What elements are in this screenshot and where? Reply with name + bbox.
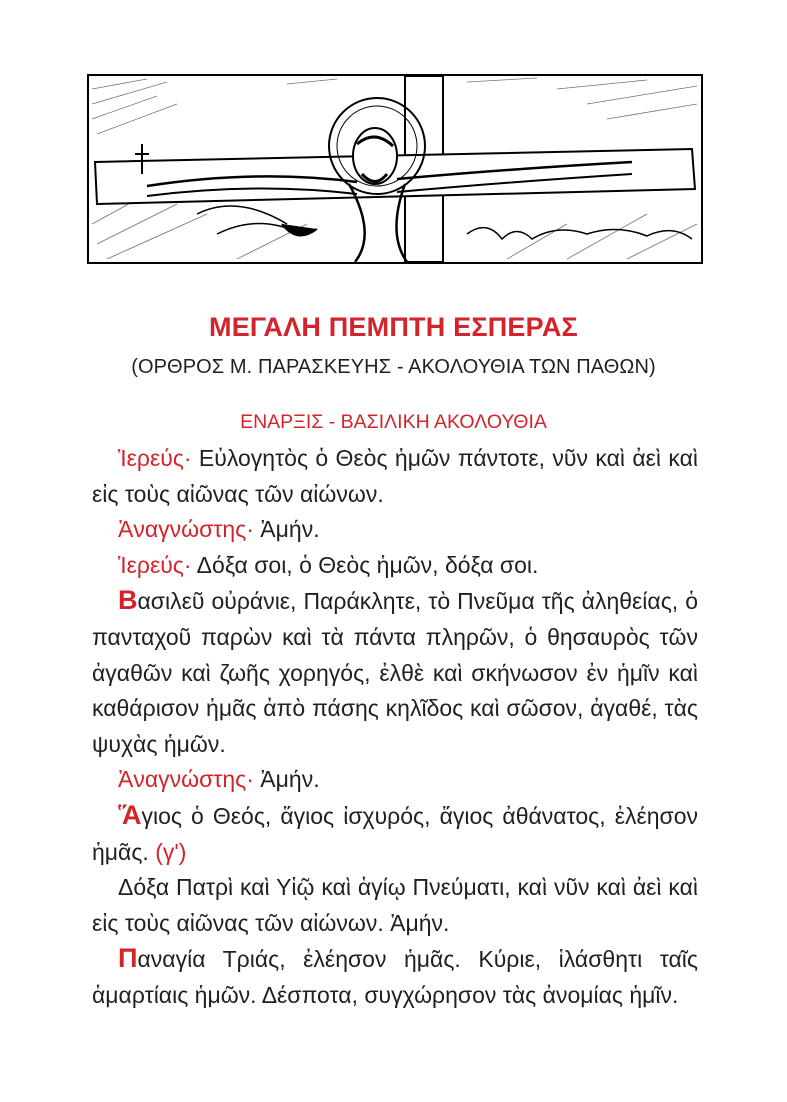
paragraph — [92, 762, 698, 798]
speaker-label: Ἱερεύς· — [118, 551, 192, 578]
paragraph — [92, 798, 698, 870]
page-subtitle: (ΟΡΘΡΟΣ Μ. ΠΑΡΑΣΚΕΥΗΣ - ΑΚΟΛΟΥΘΙΑ ΤΩΝ ΠΑΘΩΝ) — [131, 356, 656, 378]
speaker-label: Ἱερεύς· — [118, 445, 192, 471]
paragraph-text: Ἀμήν. — [253, 766, 320, 793]
paragraph — [92, 512, 698, 548]
crucifixion-illustration — [87, 74, 703, 264]
repeat-note: (γʹ) — [155, 838, 187, 865]
paragraph — [92, 583, 698, 762]
dropcap: Π — [118, 943, 138, 974]
crucifixion-sketch-icon — [87, 74, 703, 264]
page-title: ΜΕΓΑΛΗ ΠΕΜΠΤΗ ΕΣΠΕΡΑΣ — [209, 312, 578, 342]
dropcap: Β — [118, 585, 138, 616]
paragraph-text: Εὐλογητὸς ὁ Θεὸς ἡμῶν πάντοτε, νῦν καὶ ἀεὶ καὶ εἰς τοὺς αἰῶνας τῶν αἰώνων. — [92, 445, 698, 507]
paragraph-text: Δόξα Πατρὶ καὶ Υἱῷ καὶ ἁγίῳ Πνεύματι, καὶ νῦν καὶ ἀεὶ καὶ εἰς τοὺς αἰῶνας τῶν αἰώνων. Ἀμήν. — [92, 874, 698, 936]
paragraph — [92, 941, 698, 1013]
paragraph-text: Ἀμήν. — [253, 516, 320, 543]
liturgical-text — [92, 441, 698, 1014]
paragraph-text: γιος ὁ Θεός, ἅγιος ἰσχυρός, ἅγιος ἀθάνατος, ἐλέησον ἡμᾶς. — [92, 802, 698, 865]
section-heading: ΕΝΑΡΞΙΣ - ΒΑΣΙΛΙΚΗ ΑΚΟΛΟΥΘΙΑ — [240, 411, 547, 433]
paragraph — [92, 548, 698, 584]
speaker-label: Ἀναγνώστης· — [118, 516, 254, 543]
paragraph-text: ασιλεῦ οὐράνιε, Παράκλητε, τὸ Πνεῦμα τῆς ἀληθείας, ὁ πανταχοῦ παρὼν καὶ τὰ πάντα πληρῶν, ὁ θησαυρὸς τῶν ἀγαθῶν καὶ ζωῆς χορηγός, ἐλθὲ καὶ σκήνωσον ἐν ἡμῖν καὶ καθάρισον ἡμᾶς ἀπὸ πάσης κηλῖδος καὶ σῶσον, ἀγαθέ, τὰς ψυχὰς ἡμῶν. — [92, 588, 698, 757]
paragraph — [92, 870, 698, 941]
dropcap: Ἅ — [118, 799, 142, 830]
paragraph-text: αναγία Τριάς, ἐλέησον ἡμᾶς. Κύριε, ἱλάσθητι ταῖς ἁμαρτίαις ἡμῶν. Δέσποτα, συγχώρησον τὰς ἀνομίας ἡμῖν. — [92, 946, 698, 1008]
paragraph — [92, 441, 698, 512]
speaker-label: Ἀναγνώστης· — [118, 766, 254, 793]
paragraph-text: Δόξα σοι, ὁ Θεὸς ἡμῶν, δόξα σοι. — [191, 551, 539, 578]
